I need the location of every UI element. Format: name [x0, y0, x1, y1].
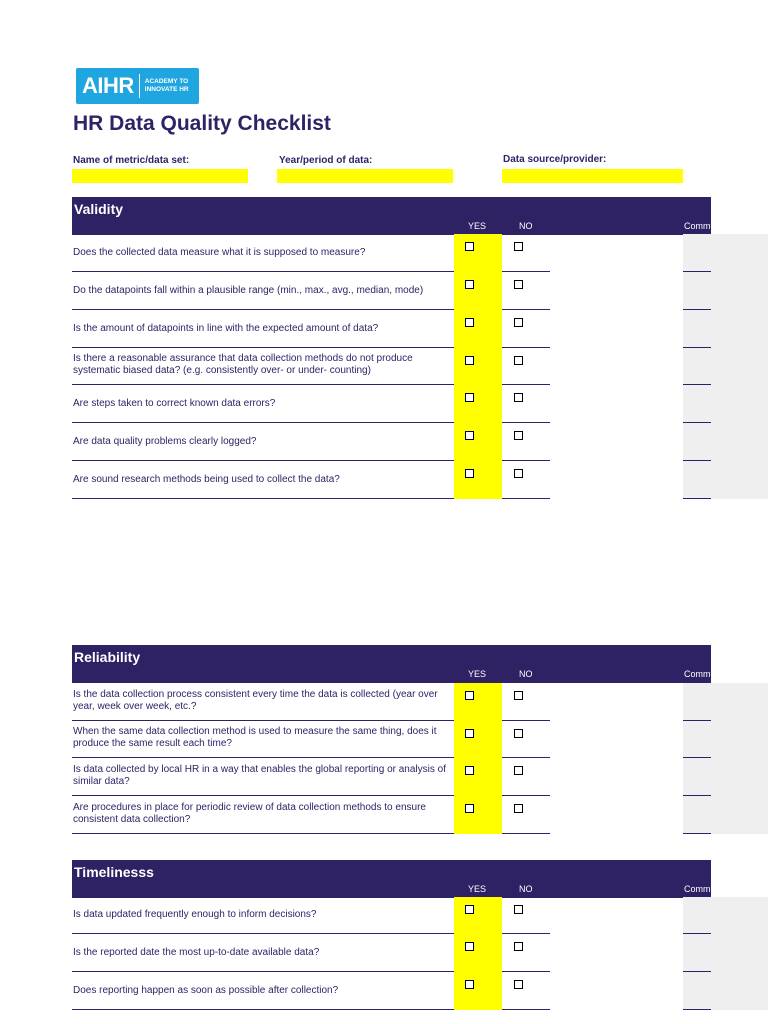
yes-checkbox[interactable]	[465, 905, 474, 914]
metric-label: Name of metric/data set:	[73, 155, 190, 166]
yes-cell	[454, 796, 502, 834]
question-text: Does reporting happen as soon as possible after collection?	[73, 985, 339, 996]
no-checkbox[interactable]	[514, 691, 523, 700]
column-yes-header: YES	[468, 221, 487, 231]
yes-cell	[454, 310, 502, 348]
column-yes-header: YES	[468, 884, 487, 894]
question-text: Is the reported date the most up-to-date available data?	[73, 947, 320, 958]
no-checkbox[interactable]	[514, 729, 523, 738]
checklist-row	[72, 385, 711, 422]
question-text: Do the datapoints fall within a plausible range (min., max., avg., median, mode)	[73, 285, 424, 296]
yes-checkbox[interactable]	[465, 393, 474, 402]
section-header	[72, 645, 711, 683]
section-header	[72, 197, 711, 235]
yes-checkbox[interactable]	[465, 280, 474, 289]
section-title: Validity	[74, 201, 124, 217]
aihr-logo	[76, 68, 199, 104]
question-text: Are sound research methods being used to collect the data?	[73, 474, 340, 485]
column-no-header: NO	[519, 884, 533, 894]
question-text: Is the amount of datapoints in line with the expected amount of data?	[73, 323, 379, 334]
source-label: Data source/provider:	[503, 154, 607, 165]
yes-cell	[454, 385, 502, 423]
checklist-row	[72, 934, 711, 971]
column-comments-header: Comm	[684, 669, 711, 679]
row-divider-comments	[683, 498, 711, 499]
no-checkbox[interactable]	[514, 280, 523, 289]
yes-cell	[454, 423, 502, 461]
yes-checkbox[interactable]	[465, 242, 474, 251]
logo-sub-line-1: ACADEMY TO	[144, 78, 189, 85]
no-checkbox[interactable]	[514, 469, 523, 478]
checklist-row	[72, 234, 711, 271]
no-checkbox[interactable]	[514, 393, 523, 402]
yes-checkbox[interactable]	[465, 729, 474, 738]
row-divider-comments	[683, 833, 711, 834]
checklist-row	[72, 897, 711, 933]
checklist-row	[72, 972, 711, 1009]
checklist-row	[72, 348, 711, 384]
question-text: When the same data collection method is used to measure the same thing, does it produce the same result each time?	[73, 726, 437, 749]
checklist-row	[72, 796, 711, 833]
section-header	[72, 860, 711, 898]
period-field[interactable]	[277, 169, 453, 183]
no-checkbox[interactable]	[514, 804, 523, 813]
yes-checkbox[interactable]	[465, 766, 474, 775]
section-title: Reliability	[74, 649, 141, 665]
yes-cell	[454, 683, 502, 721]
yes-cell	[454, 758, 502, 796]
yes-cell	[454, 934, 502, 972]
checklist-row	[72, 310, 711, 347]
column-comments-header: Comm	[684, 221, 711, 231]
yes-checkbox[interactable]	[465, 356, 474, 365]
checklist-row	[72, 461, 711, 498]
row-divider-comments	[683, 1009, 711, 1010]
logo-subtitle	[145, 78, 189, 94]
yes-cell	[454, 897, 502, 934]
yes-checkbox[interactable]	[465, 431, 474, 440]
question-text: Are steps taken to correct known data errors?	[73, 398, 276, 409]
question-text: Is data updated frequently enough to inform decisions?	[73, 909, 317, 920]
yes-cell	[454, 972, 502, 1010]
column-no-header: NO	[519, 669, 533, 679]
no-checkbox[interactable]	[514, 431, 523, 440]
no-checkbox[interactable]	[514, 242, 523, 251]
checklist-row	[72, 683, 711, 720]
yes-checkbox[interactable]	[465, 469, 474, 478]
question-text: Is the data collection process consistent every time the data is collected (year over year, week over week, etc.?	[73, 689, 438, 712]
checklist-row	[72, 272, 711, 309]
logo-sub-line-2: INNOVATE HR	[144, 86, 189, 93]
no-checkbox[interactable]	[514, 356, 523, 365]
checklist-row	[72, 423, 711, 460]
question-text: Is data collected by local HR in a way that enables the global reporting or analysis of similar data?	[73, 764, 446, 787]
no-checkbox[interactable]	[514, 318, 523, 327]
no-checkbox[interactable]	[514, 942, 523, 951]
no-checkbox[interactable]	[514, 766, 523, 775]
yes-cell	[454, 721, 502, 758]
page-title: HR Data Quality Checklist	[73, 112, 331, 135]
checklist-row	[72, 721, 711, 757]
period-label: Year/period of data:	[279, 155, 373, 166]
yes-checkbox[interactable]	[465, 318, 474, 327]
no-checkbox[interactable]	[514, 980, 523, 989]
yes-cell	[454, 272, 502, 310]
yes-checkbox[interactable]	[465, 804, 474, 813]
yes-checkbox[interactable]	[465, 942, 474, 951]
no-checkbox[interactable]	[514, 905, 523, 914]
logo-main-text: AIHR	[82, 73, 134, 98]
yes-cell	[454, 348, 502, 385]
yes-checkbox[interactable]	[465, 980, 474, 989]
column-comments-header: Comm	[684, 884, 711, 894]
checklist-row	[72, 758, 711, 795]
question-text: Are data quality problems clearly logged?	[73, 436, 257, 447]
section-title: Timelinesss	[74, 864, 154, 880]
yes-checkbox[interactable]	[465, 691, 474, 700]
source-field[interactable]	[502, 169, 683, 183]
yes-cell	[454, 461, 502, 499]
metric-field[interactable]	[72, 169, 248, 183]
question-text: Does the collected data measure what it is supposed to measure?	[73, 247, 366, 258]
column-yes-header: YES	[468, 669, 487, 679]
logo-separator	[139, 74, 140, 98]
question-text: Is there a reasonable assurance that data collection methods do not produce systematic biased data? (e.g. consistently over- or under- counting)	[73, 353, 413, 376]
column-no-header: NO	[519, 221, 533, 231]
question-text: Are procedures in place for periodic review of data collection methods to ensure consistent data collection?	[73, 802, 426, 825]
yes-cell	[454, 234, 502, 272]
